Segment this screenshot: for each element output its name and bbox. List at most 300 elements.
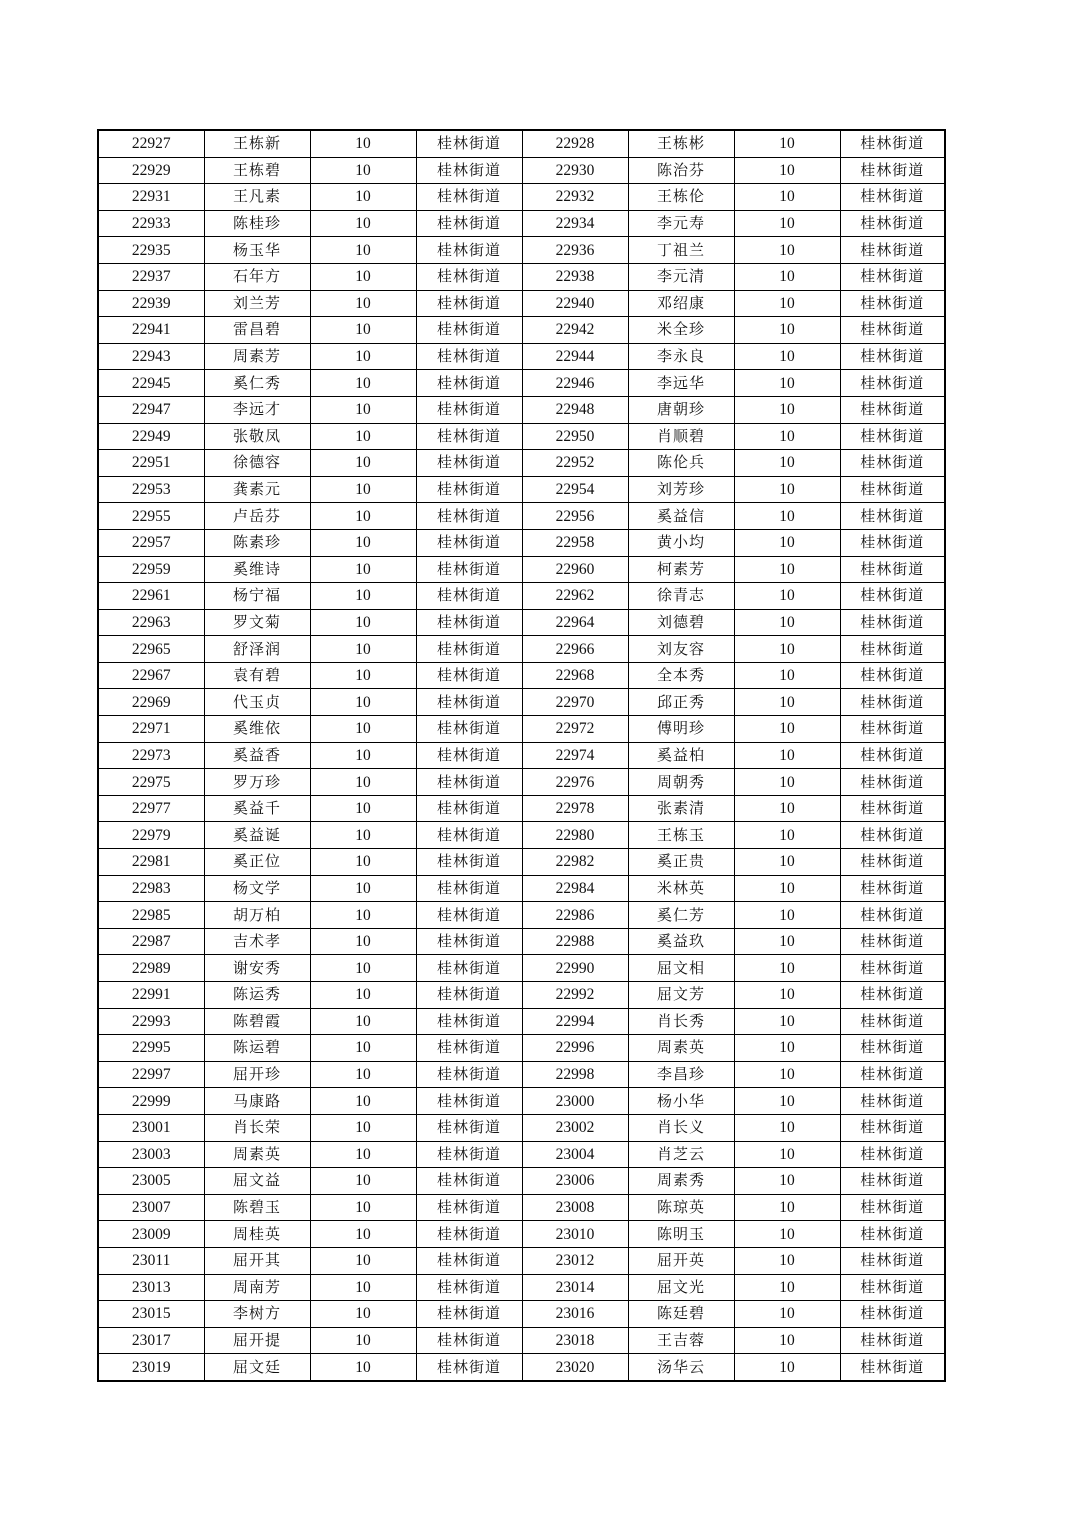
table-row [98, 769, 945, 796]
left-id-number-cell: 22959 [98, 556, 204, 583]
right-id-number-cell: 22992 [522, 982, 628, 1009]
left-street-cell: 桂林街道 [416, 716, 522, 743]
right-street-cell: 桂林街道 [840, 982, 945, 1009]
table-row [98, 1088, 945, 1115]
right-name-cell: 柯素芳 [628, 556, 734, 583]
right-street-cell: 桂林街道 [840, 290, 945, 317]
left-amount-cell: 10 [310, 1061, 416, 1088]
left-amount-cell: 10 [310, 263, 416, 290]
right-name-cell: 李元清 [628, 263, 734, 290]
left-name-cell: 陈运秀 [204, 982, 310, 1009]
left-amount-cell: 10 [310, 423, 416, 450]
left-id-number-cell: 22969 [98, 689, 204, 716]
left-id-number-cell: 22953 [98, 476, 204, 503]
left-amount-cell: 10 [310, 157, 416, 184]
right-name-cell: 张素清 [628, 795, 734, 822]
left-street-cell: 桂林街道 [416, 130, 522, 157]
right-street-cell: 桂林街道 [840, 822, 945, 849]
left-street-cell: 桂林街道 [416, 1114, 522, 1141]
left-street-cell: 桂林街道 [416, 556, 522, 583]
left-id-number-cell: 22929 [98, 157, 204, 184]
right-name-cell: 周素英 [628, 1035, 734, 1062]
left-amount-cell: 10 [310, 1168, 416, 1195]
left-id-number-cell: 23013 [98, 1274, 204, 1301]
left-amount-cell: 10 [310, 503, 416, 530]
left-street-cell: 桂林街道 [416, 503, 522, 530]
right-name-cell: 肖芝云 [628, 1141, 734, 1168]
right-street-cell: 桂林街道 [840, 450, 945, 477]
table-row [98, 689, 945, 716]
left-street-cell: 桂林街道 [416, 237, 522, 264]
left-amount-cell: 10 [310, 184, 416, 211]
right-amount-cell: 10 [734, 742, 840, 769]
left-name-cell: 奚益千 [204, 795, 310, 822]
right-street-cell: 桂林街道 [840, 1194, 945, 1221]
right-name-cell: 肖长秀 [628, 1008, 734, 1035]
right-amount-cell: 10 [734, 849, 840, 876]
left-street-cell: 桂林街道 [416, 742, 522, 769]
right-id-number-cell: 23006 [522, 1168, 628, 1195]
right-id-number-cell: 22930 [522, 157, 628, 184]
right-street-cell: 桂林街道 [840, 130, 945, 157]
right-name-cell: 刘芳珍 [628, 476, 734, 503]
right-id-number-cell: 22954 [522, 476, 628, 503]
right-amount-cell: 10 [734, 1061, 840, 1088]
right-street-cell: 桂林街道 [840, 503, 945, 530]
table-row [98, 716, 945, 743]
left-name-cell: 奚仁秀 [204, 370, 310, 397]
left-name-cell: 杨宁福 [204, 583, 310, 610]
table-row [98, 370, 945, 397]
left-amount-cell: 10 [310, 343, 416, 370]
right-street-cell: 桂林街道 [840, 1114, 945, 1141]
left-id-number-cell: 22945 [98, 370, 204, 397]
left-id-number-cell: 22931 [98, 184, 204, 211]
right-id-number-cell: 22978 [522, 795, 628, 822]
table-row [98, 955, 945, 982]
left-name-cell: 李远才 [204, 396, 310, 423]
left-street-cell: 桂林街道 [416, 849, 522, 876]
left-amount-cell: 10 [310, 396, 416, 423]
right-amount-cell: 10 [734, 184, 840, 211]
left-amount-cell: 10 [310, 955, 416, 982]
left-name-cell: 罗万珍 [204, 769, 310, 796]
left-name-cell: 王凡素 [204, 184, 310, 211]
left-amount-cell: 10 [310, 902, 416, 929]
left-name-cell: 代玉贞 [204, 689, 310, 716]
left-street-cell: 桂林街道 [416, 263, 522, 290]
right-amount-cell: 10 [734, 583, 840, 610]
left-id-number-cell: 22993 [98, 1008, 204, 1035]
right-street-cell: 桂林街道 [840, 875, 945, 902]
left-id-number-cell: 22999 [98, 1088, 204, 1115]
roster-table [97, 129, 946, 1382]
left-name-cell: 屈开其 [204, 1247, 310, 1274]
left-name-cell: 刘兰芳 [204, 290, 310, 317]
table-row [98, 1274, 945, 1301]
left-id-number-cell: 23003 [98, 1141, 204, 1168]
table-row [98, 237, 945, 264]
left-name-cell: 奚正位 [204, 849, 310, 876]
left-id-number-cell: 22955 [98, 503, 204, 530]
right-amount-cell: 10 [734, 396, 840, 423]
left-id-number-cell: 22981 [98, 849, 204, 876]
left-amount-cell: 10 [310, 1008, 416, 1035]
table-row [98, 1194, 945, 1221]
left-id-number-cell: 22943 [98, 343, 204, 370]
right-street-cell: 桂林街道 [840, 636, 945, 663]
right-name-cell: 屈文相 [628, 955, 734, 982]
right-name-cell: 肖顺碧 [628, 423, 734, 450]
table-row [98, 503, 945, 530]
left-name-cell: 袁有碧 [204, 662, 310, 689]
right-street-cell: 桂林街道 [840, 157, 945, 184]
right-amount-cell: 10 [734, 1301, 840, 1328]
right-street-cell: 桂林街道 [840, 689, 945, 716]
right-street-cell: 桂林街道 [840, 1301, 945, 1328]
table-row [98, 317, 945, 344]
table-row [98, 982, 945, 1009]
right-name-cell: 奚益柏 [628, 742, 734, 769]
right-name-cell: 奚仁芳 [628, 902, 734, 929]
right-street-cell: 桂林街道 [840, 955, 945, 982]
table-row [98, 450, 945, 477]
left-name-cell: 肖长荣 [204, 1114, 310, 1141]
right-id-number-cell: 22988 [522, 928, 628, 955]
left-id-number-cell: 22937 [98, 263, 204, 290]
right-street-cell: 桂林街道 [840, 1141, 945, 1168]
right-name-cell: 李远华 [628, 370, 734, 397]
right-id-number-cell: 22944 [522, 343, 628, 370]
left-street-cell: 桂林街道 [416, 529, 522, 556]
right-id-number-cell: 22934 [522, 210, 628, 237]
right-amount-cell: 10 [734, 450, 840, 477]
left-id-number-cell: 23019 [98, 1354, 204, 1381]
left-amount-cell: 10 [310, 450, 416, 477]
table-row [98, 1247, 945, 1274]
left-street-cell: 桂林街道 [416, 928, 522, 955]
left-id-number-cell: 22971 [98, 716, 204, 743]
table-row [98, 636, 945, 663]
table-row [98, 662, 945, 689]
right-name-cell: 全本秀 [628, 662, 734, 689]
left-name-cell: 周南芳 [204, 1274, 310, 1301]
right-street-cell: 桂林街道 [840, 263, 945, 290]
right-street-cell: 桂林街道 [840, 184, 945, 211]
left-amount-cell: 10 [310, 716, 416, 743]
right-name-cell: 王栋伦 [628, 184, 734, 211]
left-id-number-cell: 22947 [98, 396, 204, 423]
right-name-cell: 李昌珍 [628, 1061, 734, 1088]
table-row [98, 1035, 945, 1062]
right-id-number-cell: 23000 [522, 1088, 628, 1115]
left-id-number-cell: 23001 [98, 1114, 204, 1141]
left-amount-cell: 10 [310, 1088, 416, 1115]
left-name-cell: 奚益诞 [204, 822, 310, 849]
left-name-cell: 吉术孝 [204, 928, 310, 955]
left-name-cell: 卢岳芬 [204, 503, 310, 530]
left-amount-cell: 10 [310, 583, 416, 610]
left-name-cell: 雷昌碧 [204, 317, 310, 344]
right-amount-cell: 10 [734, 928, 840, 955]
right-amount-cell: 10 [734, 1221, 840, 1248]
right-id-number-cell: 22936 [522, 237, 628, 264]
right-street-cell: 桂林街道 [840, 742, 945, 769]
left-amount-cell: 10 [310, 1327, 416, 1354]
left-amount-cell: 10 [310, 742, 416, 769]
left-id-number-cell: 22979 [98, 822, 204, 849]
right-amount-cell: 10 [734, 795, 840, 822]
left-amount-cell: 10 [310, 1354, 416, 1381]
left-name-cell: 奚维诗 [204, 556, 310, 583]
left-id-number-cell: 22927 [98, 130, 204, 157]
right-amount-cell: 10 [734, 1354, 840, 1381]
left-amount-cell: 10 [310, 1114, 416, 1141]
right-street-cell: 桂林街道 [840, 716, 945, 743]
left-amount-cell: 10 [310, 928, 416, 955]
table-row [98, 1061, 945, 1088]
right-street-cell: 桂林街道 [840, 769, 945, 796]
left-name-cell: 王栋碧 [204, 157, 310, 184]
left-id-number-cell: 22963 [98, 609, 204, 636]
right-id-number-cell: 22984 [522, 875, 628, 902]
right-amount-cell: 10 [734, 609, 840, 636]
right-amount-cell: 10 [734, 1035, 840, 1062]
right-street-cell: 桂林街道 [840, 609, 945, 636]
table-row [98, 795, 945, 822]
right-street-cell: 桂林街道 [840, 1247, 945, 1274]
right-id-number-cell: 22962 [522, 583, 628, 610]
right-street-cell: 桂林街道 [840, 1354, 945, 1381]
left-amount-cell: 10 [310, 529, 416, 556]
left-id-number-cell: 22983 [98, 875, 204, 902]
left-name-cell: 徐德容 [204, 450, 310, 477]
right-street-cell: 桂林街道 [840, 1008, 945, 1035]
left-amount-cell: 10 [310, 769, 416, 796]
left-amount-cell: 10 [310, 1221, 416, 1248]
left-amount-cell: 10 [310, 130, 416, 157]
left-name-cell: 屈开提 [204, 1327, 310, 1354]
table-row [98, 928, 945, 955]
table-row [98, 742, 945, 769]
right-amount-cell: 10 [734, 476, 840, 503]
table-row [98, 476, 945, 503]
left-name-cell: 屈文益 [204, 1168, 310, 1195]
right-id-number-cell: 22948 [522, 396, 628, 423]
left-id-number-cell: 22975 [98, 769, 204, 796]
table-row [98, 1168, 945, 1195]
right-street-cell: 桂林街道 [840, 583, 945, 610]
left-id-number-cell: 22977 [98, 795, 204, 822]
right-street-cell: 桂林街道 [840, 423, 945, 450]
table-row [98, 343, 945, 370]
right-name-cell: 傅明珍 [628, 716, 734, 743]
right-id-number-cell: 22990 [522, 955, 628, 982]
left-id-number-cell: 22951 [98, 450, 204, 477]
right-id-number-cell: 22970 [522, 689, 628, 716]
right-id-number-cell: 22972 [522, 716, 628, 743]
left-street-cell: 桂林街道 [416, 1274, 522, 1301]
table-row [98, 157, 945, 184]
left-amount-cell: 10 [310, 689, 416, 716]
left-street-cell: 桂林街道 [416, 1221, 522, 1248]
right-street-cell: 桂林街道 [840, 1061, 945, 1088]
right-amount-cell: 10 [734, 1168, 840, 1195]
left-name-cell: 奚益香 [204, 742, 310, 769]
right-street-cell: 桂林街道 [840, 476, 945, 503]
left-name-cell: 周素芳 [204, 343, 310, 370]
left-name-cell: 龚素元 [204, 476, 310, 503]
right-id-number-cell: 22958 [522, 529, 628, 556]
left-id-number-cell: 23015 [98, 1301, 204, 1328]
left-name-cell: 周桂英 [204, 1221, 310, 1248]
left-name-cell: 奚维依 [204, 716, 310, 743]
left-amount-cell: 10 [310, 662, 416, 689]
left-street-cell: 桂林街道 [416, 476, 522, 503]
left-id-number-cell: 22967 [98, 662, 204, 689]
left-amount-cell: 10 [310, 795, 416, 822]
table-row [98, 822, 945, 849]
left-name-cell: 罗文菊 [204, 609, 310, 636]
left-street-cell: 桂林街道 [416, 689, 522, 716]
right-name-cell: 邓绍康 [628, 290, 734, 317]
right-street-cell: 桂林街道 [840, 529, 945, 556]
right-id-number-cell: 22966 [522, 636, 628, 663]
right-name-cell: 刘德碧 [628, 609, 734, 636]
right-name-cell: 米全珍 [628, 317, 734, 344]
left-id-number-cell: 23017 [98, 1327, 204, 1354]
left-amount-cell: 10 [310, 290, 416, 317]
left-amount-cell: 10 [310, 1274, 416, 1301]
right-amount-cell: 10 [734, 1114, 840, 1141]
right-id-number-cell: 22976 [522, 769, 628, 796]
right-amount-cell: 10 [734, 423, 840, 450]
right-id-number-cell: 22968 [522, 662, 628, 689]
right-amount-cell: 10 [734, 822, 840, 849]
left-street-cell: 桂林街道 [416, 317, 522, 344]
right-street-cell: 桂林街道 [840, 1168, 945, 1195]
left-street-cell: 桂林街道 [416, 902, 522, 929]
right-amount-cell: 10 [734, 636, 840, 663]
left-id-number-cell: 22989 [98, 955, 204, 982]
right-name-cell: 屈开英 [628, 1247, 734, 1274]
right-name-cell: 李元寿 [628, 210, 734, 237]
right-id-number-cell: 23004 [522, 1141, 628, 1168]
left-name-cell: 杨玉华 [204, 237, 310, 264]
left-street-cell: 桂林街道 [416, 636, 522, 663]
left-name-cell: 陈桂珍 [204, 210, 310, 237]
left-street-cell: 桂林街道 [416, 1035, 522, 1062]
left-id-number-cell: 22933 [98, 210, 204, 237]
left-amount-cell: 10 [310, 1247, 416, 1274]
left-amount-cell: 10 [310, 822, 416, 849]
left-street-cell: 桂林街道 [416, 343, 522, 370]
right-id-number-cell: 23014 [522, 1274, 628, 1301]
right-id-number-cell: 23012 [522, 1247, 628, 1274]
right-name-cell: 陈廷碧 [628, 1301, 734, 1328]
table-row [98, 902, 945, 929]
left-id-number-cell: 22949 [98, 423, 204, 450]
right-id-number-cell: 23020 [522, 1354, 628, 1381]
right-id-number-cell: 23008 [522, 1194, 628, 1221]
right-amount-cell: 10 [734, 370, 840, 397]
right-amount-cell: 10 [734, 1247, 840, 1274]
right-id-number-cell: 22974 [522, 742, 628, 769]
left-street-cell: 桂林街道 [416, 1061, 522, 1088]
left-street-cell: 桂林街道 [416, 370, 522, 397]
table-row [98, 396, 945, 423]
right-amount-cell: 10 [734, 130, 840, 157]
left-name-cell: 王栋新 [204, 130, 310, 157]
right-amount-cell: 10 [734, 157, 840, 184]
left-street-cell: 桂林街道 [416, 583, 522, 610]
right-name-cell: 陈明玉 [628, 1221, 734, 1248]
left-street-cell: 桂林街道 [416, 795, 522, 822]
right-name-cell: 陈伦兵 [628, 450, 734, 477]
right-amount-cell: 10 [734, 1008, 840, 1035]
right-amount-cell: 10 [734, 263, 840, 290]
right-name-cell: 王栋彬 [628, 130, 734, 157]
right-street-cell: 桂林街道 [840, 1035, 945, 1062]
left-id-number-cell: 22939 [98, 290, 204, 317]
left-id-number-cell: 23005 [98, 1168, 204, 1195]
right-amount-cell: 10 [734, 343, 840, 370]
left-street-cell: 桂林街道 [416, 184, 522, 211]
left-amount-cell: 10 [310, 1194, 416, 1221]
left-name-cell: 马康路 [204, 1088, 310, 1115]
left-street-cell: 桂林街道 [416, 1088, 522, 1115]
roster-body [98, 130, 945, 1381]
left-street-cell: 桂林街道 [416, 1141, 522, 1168]
table-row [98, 1008, 945, 1035]
right-id-number-cell: 22964 [522, 609, 628, 636]
left-street-cell: 桂林街道 [416, 1327, 522, 1354]
left-street-cell: 桂林街道 [416, 662, 522, 689]
table-row [98, 1141, 945, 1168]
left-street-cell: 桂林街道 [416, 1194, 522, 1221]
right-name-cell: 刘友容 [628, 636, 734, 663]
right-name-cell: 邱正秀 [628, 689, 734, 716]
left-street-cell: 桂林街道 [416, 423, 522, 450]
right-amount-cell: 10 [734, 503, 840, 530]
left-amount-cell: 10 [310, 1301, 416, 1328]
right-amount-cell: 10 [734, 1141, 840, 1168]
right-street-cell: 桂林街道 [840, 849, 945, 876]
right-street-cell: 桂林街道 [840, 1327, 945, 1354]
right-name-cell: 杨小华 [628, 1088, 734, 1115]
right-amount-cell: 10 [734, 556, 840, 583]
right-id-number-cell: 22980 [522, 822, 628, 849]
right-id-number-cell: 23016 [522, 1301, 628, 1328]
table-row [98, 609, 945, 636]
right-id-number-cell: 22946 [522, 370, 628, 397]
table-row [98, 263, 945, 290]
right-street-cell: 桂林街道 [840, 1221, 945, 1248]
right-amount-cell: 10 [734, 955, 840, 982]
right-id-number-cell: 22952 [522, 450, 628, 477]
left-street-cell: 桂林街道 [416, 822, 522, 849]
left-amount-cell: 10 [310, 1035, 416, 1062]
left-amount-cell: 10 [310, 609, 416, 636]
right-street-cell: 桂林街道 [840, 370, 945, 397]
right-name-cell: 汤华云 [628, 1354, 734, 1381]
right-amount-cell: 10 [734, 1327, 840, 1354]
left-name-cell: 陈素珍 [204, 529, 310, 556]
right-amount-cell: 10 [734, 317, 840, 344]
left-street-cell: 桂林街道 [416, 609, 522, 636]
table-row [98, 1301, 945, 1328]
right-name-cell: 奚正贵 [628, 849, 734, 876]
